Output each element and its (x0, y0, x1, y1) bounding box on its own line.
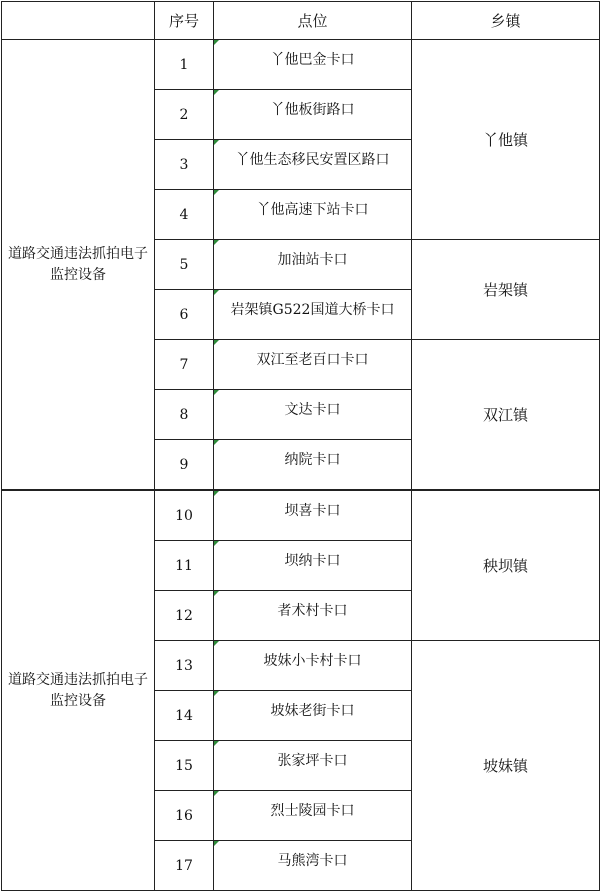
point-label: 加油站卡口 (277, 251, 348, 268)
header-category (2, 2, 155, 40)
cell-comment-marker (214, 741, 219, 746)
monitoring-points-table (1, 1, 600, 891)
cell-comment-marker (214, 591, 219, 596)
town-cell: 双江镇 (412, 340, 600, 491)
point-cell (214, 40, 412, 90)
point-label: 坡妹老街卡口 (270, 702, 355, 719)
index-cell: 17 (155, 841, 214, 891)
cell-comment-marker (214, 340, 219, 345)
cell-comment-marker (214, 140, 219, 145)
point-cell (214, 190, 412, 240)
town-cell: 坡妹镇 (412, 641, 600, 891)
point-label: 坡妹小卡村卡口 (263, 652, 362, 669)
point-cell (214, 290, 412, 340)
point-label: 坝纳卡口 (284, 552, 341, 569)
cell-comment-marker (214, 240, 219, 245)
point-cell (214, 440, 412, 491)
point-cell (214, 641, 412, 691)
index-cell: 3 (155, 140, 214, 190)
cell-comment-marker (214, 641, 219, 646)
cell-comment-marker (214, 791, 219, 796)
point-label: 岩架镇G522国道大桥卡口 (230, 301, 395, 318)
point-cell (214, 541, 412, 591)
cell-comment-marker (214, 541, 219, 546)
point-cell (214, 741, 412, 791)
point-cell (214, 841, 412, 891)
header-point: 点位 (214, 2, 412, 40)
table-body (2, 40, 600, 891)
cell-comment-marker (214, 440, 219, 445)
point-label: 烈士陵园卡口 (270, 802, 355, 819)
category-cell: 道路交通违法抓拍电子监控设备 (2, 40, 155, 491)
header-row (2, 2, 600, 40)
point-label: 丫他板街路口 (270, 101, 355, 118)
cell-comment-marker (214, 40, 219, 45)
point-label: 丫他巴金卡口 (270, 51, 355, 68)
point-label: 丫他高速下站卡口 (256, 201, 369, 218)
point-label: 纳院卡口 (284, 451, 341, 468)
point-label: 丫他生态移民安置区路口 (235, 151, 390, 168)
cell-comment-marker (214, 290, 219, 295)
index-cell: 13 (155, 641, 214, 691)
point-cell (214, 591, 412, 641)
index-cell: 6 (155, 290, 214, 340)
cell-comment-marker (214, 841, 219, 846)
town-cell: 丫他镇 (412, 40, 600, 240)
category-cell: 道路交通违法抓拍电子监控设备 (2, 490, 155, 891)
table-row (2, 40, 600, 90)
town-cell: 岩架镇 (412, 240, 600, 340)
index-cell: 11 (155, 541, 214, 591)
point-label: 马熊湾卡口 (277, 852, 348, 869)
cell-comment-marker (214, 491, 219, 496)
cell-comment-marker (214, 190, 219, 195)
index-cell: 7 (155, 340, 214, 390)
index-cell: 8 (155, 390, 214, 440)
point-label: 张家坪卡口 (277, 752, 348, 769)
index-cell: 16 (155, 791, 214, 841)
index-cell: 10 (155, 490, 214, 541)
point-label: 坝喜卡口 (284, 502, 341, 519)
point-cell (214, 390, 412, 440)
point-label: 者术村卡口 (277, 602, 348, 619)
table-row (2, 490, 600, 541)
point-label: 文达卡口 (284, 401, 341, 418)
point-label: 双江至老百口卡口 (256, 351, 369, 368)
point-cell (214, 140, 412, 190)
point-cell (214, 340, 412, 390)
index-cell: 2 (155, 90, 214, 140)
index-cell: 12 (155, 591, 214, 641)
header-index: 序号 (155, 2, 214, 40)
cell-comment-marker (214, 390, 219, 395)
point-cell (214, 490, 412, 541)
index-cell: 15 (155, 741, 214, 791)
town-cell: 秧坝镇 (412, 490, 600, 641)
point-cell (214, 90, 412, 140)
point-cell (214, 791, 412, 841)
point-cell (214, 691, 412, 741)
cell-comment-marker (214, 90, 219, 95)
index-cell: 14 (155, 691, 214, 741)
index-cell: 9 (155, 440, 214, 491)
point-cell (214, 240, 412, 290)
index-cell: 4 (155, 190, 214, 240)
index-cell: 1 (155, 40, 214, 90)
cell-comment-marker (214, 691, 219, 696)
header-town: 乡镇 (412, 2, 600, 40)
index-cell: 5 (155, 240, 214, 290)
